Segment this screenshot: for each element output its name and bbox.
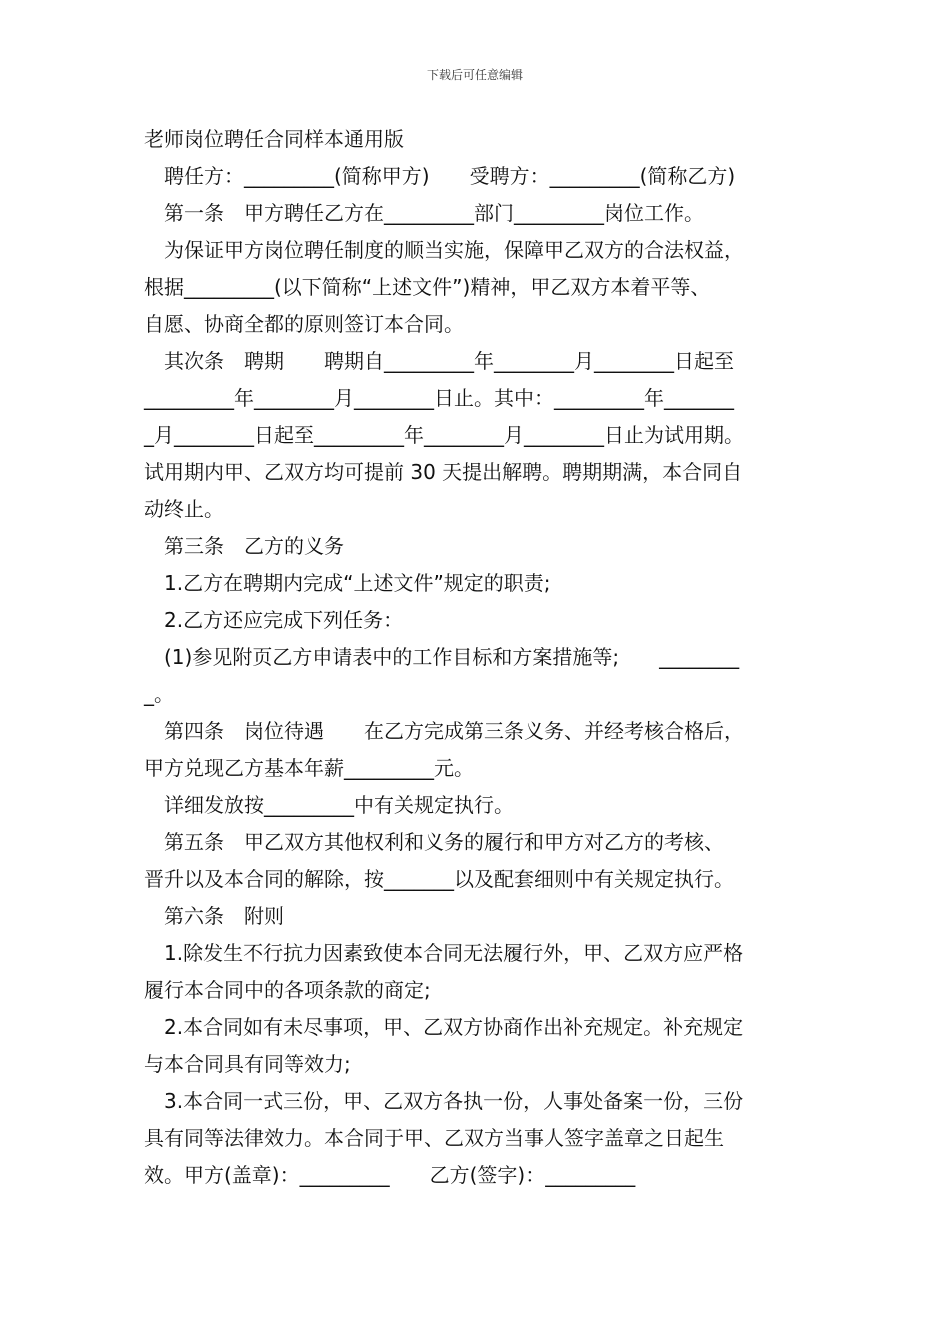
text-line: 试用期内甲、乙双方均可提前 30 天提出解聘。聘期期满，本合同自 (144, 460, 743, 484)
text-line: 为保证甲方岗位聘任制度的顺当实施，保障甲乙双方的合法权益， (144, 238, 744, 262)
text-line: _。 (144, 682, 174, 706)
text-line: _月________日起至_________年________月________日止为试用期。 (144, 423, 744, 447)
page-header: 下载后可任意编辑 (426, 68, 523, 82)
text-line: 2.本合同如有未尽事项，甲、乙双方协商作出补充规定。补充规定 (144, 1015, 744, 1039)
text-line: 2.乙方还应完成下列任务： (144, 608, 404, 632)
text-line: 甲方兑现乙方基本年薪_________元。 (144, 756, 474, 780)
text-line: 第六条 附则 (144, 904, 284, 928)
text-line: 自愿、协商全都的原则签订本合同。 (144, 312, 464, 336)
text-line: 与本合同具有同等效力; (144, 1052, 351, 1076)
text-line: 根据_________(以下简称“上述文件”)精神，甲乙双方本着平等、 (144, 275, 711, 299)
text-line: 履行本合同中的各项条款的商定; (144, 978, 431, 1002)
text-line: 第一条 甲方聘任乙方在_________部门_________岗位工作。 (144, 201, 704, 225)
text-line: 第五条 甲乙双方其他权利和义务的履行和甲方对乙方的考核、 (144, 830, 724, 854)
document-title: 老师岗位聘任合同样本通用版 (144, 127, 404, 151)
text-line: 1.乙方在聘期内完成“上述文件”规定的职责; (144, 571, 551, 595)
text-line: 3.本合同一式三份，甲、乙双方各执一份，人事处备案一份，三份 (144, 1089, 744, 1113)
text-line: 聘任方：_________(简称甲方) 受聘方：_________(简称乙方) (144, 164, 736, 188)
text-line: (1)参见附页乙方申请表中的工作目标和方案措施等; ________ (144, 645, 740, 669)
text-line: 详细发放按_________中有关规定执行。 (144, 793, 514, 817)
text-line: 晋升以及本合同的解除，按_______以及配套细则中有关规定执行。 (144, 867, 734, 891)
text-line: 第四条 岗位待遇 在乙方完成第三条义务、并经考核合格后， (144, 719, 744, 743)
document-body (144, 121, 814, 1194)
text-line: 效。甲方(盖章)：_________ 乙方(签字)：_________ (144, 1163, 636, 1187)
text-line: 其次条 聘期 聘期自_________年________月________日起至 (144, 349, 734, 373)
text-line: _________年________月________日止。其中：_________年_______ (144, 386, 734, 410)
text-line: 第三条 乙方的义务 (144, 534, 344, 558)
text-line: 1.除发生不行抗力因素致使本合同无法履行外，甲、乙双方应严格 (144, 941, 744, 965)
text-line: 动终止。 (144, 497, 224, 521)
text-line: 具有同等法律效力。本合同于甲、乙双方当事人签字盖章之日起生 (144, 1126, 724, 1150)
